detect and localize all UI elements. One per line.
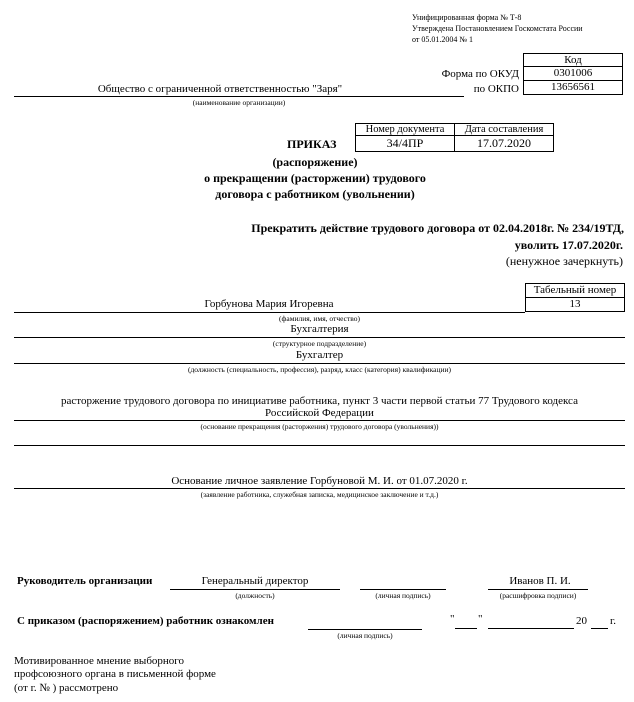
ack-day-line	[455, 628, 477, 629]
ack-quote-close: "	[478, 613, 483, 625]
dismiss-date: уволить 17.07.2020г.	[514, 238, 623, 252]
head-position-underline	[170, 589, 340, 590]
ack-year-suffix: г.	[610, 615, 617, 627]
okpo-value: 13656561	[523, 80, 623, 95]
kod-header: Код	[523, 53, 623, 67]
approval-note: Утверждена Постановлением Госкомстата России	[412, 24, 583, 33]
doc-date-header: Дата составления	[454, 123, 554, 136]
basis-document-underline	[14, 488, 625, 489]
ack-year-prefix: 20	[576, 615, 587, 627]
doc-number-value: 34/4ПР	[355, 135, 455, 152]
okud-value: 0301006	[523, 66, 623, 81]
department-name: Бухгалтерия	[290, 323, 349, 335]
position-name: Бухгалтер	[295, 349, 344, 361]
personnel-number-value: 13	[525, 297, 625, 312]
terminate-contract: Прекратить действие трудового договора от 02.04.2018г. № 234/19ТД,	[251, 221, 624, 235]
ack-signature-line	[308, 629, 422, 630]
ack-quote-open: "	[450, 613, 455, 625]
doc-date-value: 17.07.2020	[454, 135, 554, 152]
organization-caption: (наименование организации)	[192, 98, 286, 107]
form-name-note: Унифицированная форма № Т-8	[412, 13, 522, 22]
head-signature-line	[360, 589, 446, 590]
head-name-caption: (расшифровка подписи)	[499, 591, 577, 600]
termination-basis-extra-line	[14, 445, 625, 446]
position-underline	[14, 363, 625, 364]
order-subject-line1: о прекращении (расторжении) трудового	[204, 171, 426, 185]
ack-year-line	[591, 628, 608, 629]
order-subtitle: (распоряжение)	[272, 155, 358, 169]
ack-month-line	[488, 628, 574, 629]
termination-basis-caption: (основание прекращения (расторжения) трудового договора (увольнения))	[200, 422, 439, 431]
termination-basis-underline	[14, 420, 625, 421]
strike-note: (ненужное зачеркнуть)	[505, 254, 623, 268]
employee-name-caption: (фамилия, имя, отчество)	[279, 314, 360, 323]
position-caption: (должность (специальность, профессия), разряд, класс (категория) квалификации)	[187, 365, 452, 374]
personnel-number-header: Табельный номер	[525, 283, 625, 298]
organization-underline	[14, 96, 464, 97]
basis-document-caption: (заявление работника, служебная записка, медицинское заключение и т.д.)	[200, 490, 439, 499]
department-caption: (структурное подразделение)	[272, 339, 367, 348]
termination-basis-line1: расторжение трудового договора по инициативе работника, пункт 3 части первой статьи 77 Трудового кодекса	[61, 395, 578, 407]
head-name-underline	[488, 589, 588, 590]
doc-number-header: Номер документа	[355, 123, 455, 136]
order-title: ПРИКАЗ	[287, 137, 337, 151]
ack-signature-caption: (личная подпись)	[337, 631, 393, 640]
union-opinion-line1: Мотивированное мнение выборного	[14, 655, 185, 667]
head-position-caption: (должность)	[235, 591, 275, 600]
basis-document: Основание личное заявление Горбуновой М. И. от 01.07.2020 г.	[171, 475, 468, 487]
okud-label: Форма по ОКУД	[441, 68, 519, 80]
head-label: Руководитель организации	[17, 575, 153, 587]
head-signature-caption: (личная подпись)	[375, 591, 431, 600]
department-underline	[14, 337, 625, 338]
union-opinion-line2: профсоюзного органа в письменной форме	[14, 668, 216, 680]
order-subject-line2: договора с работником (увольнении)	[215, 187, 415, 201]
okpo-label: по ОКПО	[473, 83, 519, 95]
approval-date-note: от 05.01.2004 № 1	[412, 35, 474, 44]
head-position: Генеральный директор	[201, 575, 309, 587]
employee-name-underline	[14, 312, 525, 313]
union-opinion-line3: (от г. № ) рассмотрено	[14, 682, 119, 694]
employee-name: Горбунова Мария Игоревна	[204, 298, 334, 310]
termination-basis-line2: Российской Федерации	[265, 407, 374, 419]
organization-name: Общество с ограниченной ответственностью "Заря"	[97, 83, 343, 95]
head-name: Иванов П. И.	[509, 575, 571, 587]
acknowledgement-label: С приказом (распоряжением) работник ознакомлен	[17, 615, 274, 627]
